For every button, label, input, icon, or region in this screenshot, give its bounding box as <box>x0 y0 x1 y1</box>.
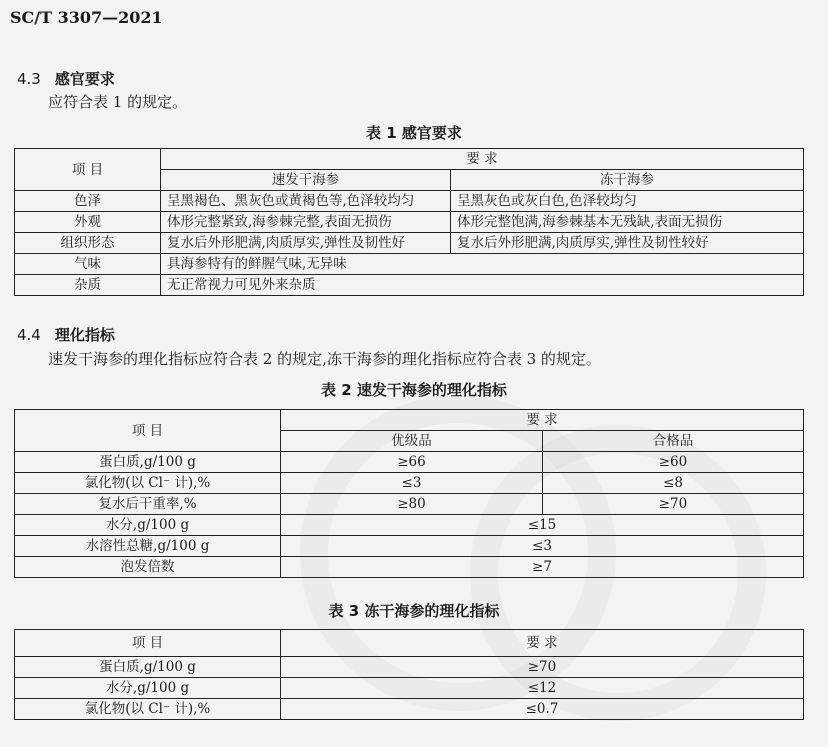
table-row <box>15 557 804 578</box>
table-row <box>15 233 804 254</box>
table-2-caption: 表 2 速发干海参的理化指标 <box>321 381 507 399</box>
cell-value: 体形完整紧致,海参棘完整,表面无损伤 <box>161 212 451 233</box>
row-item: 组织形态 <box>15 233 161 254</box>
cell-value: 体形完整饱满,海参棘基本无残缺,表面无损伤 <box>451 212 804 233</box>
cell-value: 复水后外形肥满,肉质厚实,弹性及韧性好 <box>161 233 451 254</box>
section-title: 感官要求 <box>54 70 115 88</box>
sub-header-qualified: 合格品 <box>543 431 804 452</box>
col-header-requirement: 要 求 <box>281 630 804 657</box>
col-header-requirement: 要 求 <box>281 410 804 431</box>
table-row <box>15 452 804 473</box>
cell-value: ≤8 <box>543 473 804 494</box>
sub-header-premium: 优级品 <box>281 431 543 452</box>
row-item: 复水后干重率,% <box>15 494 281 515</box>
row-item: 泡发倍数 <box>15 557 281 578</box>
cell-value: ≥80 <box>281 494 543 515</box>
cell-value: 无正常视力可见外来杂质 <box>161 275 804 296</box>
cell-value: ≤12 <box>281 678 804 699</box>
cell-value: 复水后外形肥满,肉质厚实,弹性及韧性较好 <box>451 233 804 254</box>
cell-value: ≥7 <box>281 557 804 578</box>
table-row <box>15 212 804 233</box>
section-4-4-text: 速发干海参的理化指标应符合表 2 的规定,冻干海参的理化指标应符合表 3 的规定。 <box>48 350 601 368</box>
cell-value: ≥70 <box>281 657 804 678</box>
table-row <box>15 275 804 296</box>
table-quick-dried-physicochemical <box>14 409 804 578</box>
cell-value: ≥70 <box>543 494 804 515</box>
table-row <box>15 515 804 536</box>
cell-value: ≥66 <box>281 452 543 473</box>
section-4-3-text: 应符合表 1 的规定。 <box>48 93 188 111</box>
section-4-4-heading <box>17 324 115 345</box>
section-4-3-heading <box>17 68 115 89</box>
row-item: 氯化物(以 Cl⁻ 计),% <box>15 699 281 720</box>
col-header-requirement: 要 求 <box>161 149 804 170</box>
row-item: 蛋白质,g/100 g <box>15 657 281 678</box>
row-item: 气味 <box>15 254 161 275</box>
cell-value: 呈黑灰色或灰白色,色泽较均匀 <box>451 191 804 212</box>
row-item: 外观 <box>15 212 161 233</box>
cell-value: 呈黑褐色、黑灰色或黄褐色等,色泽较均匀 <box>161 191 451 212</box>
row-item: 杂质 <box>15 275 161 296</box>
table-1-caption: 表 1 感官要求 <box>366 124 462 142</box>
row-item: 水溶性总糖,g/100 g <box>15 536 281 557</box>
col-header-item: 项 目 <box>15 149 161 191</box>
table-3-caption: 表 3 冻干海参的理化指标 <box>328 602 500 620</box>
row-item: 氯化物(以 Cl⁻ 计),% <box>15 473 281 494</box>
section-title: 理化指标 <box>54 326 115 344</box>
cell-value: ≤15 <box>281 515 804 536</box>
section-number: 4.3 <box>17 70 41 88</box>
table-row <box>15 191 804 212</box>
table-row <box>15 657 804 678</box>
table-freeze-dried-physicochemical <box>14 629 804 720</box>
section-number: 4.4 <box>17 326 41 344</box>
cell-value: ≤3 <box>281 536 804 557</box>
table-row <box>15 678 804 699</box>
table-row <box>15 254 804 275</box>
table-row <box>15 536 804 557</box>
cell-value: ≤3 <box>281 473 543 494</box>
row-item: 水分,g/100 g <box>15 678 281 699</box>
row-item: 水分,g/100 g <box>15 515 281 536</box>
table-row <box>15 473 804 494</box>
standard-code: SC/T 3307—2021 <box>10 8 163 27</box>
sub-header-freeze-dried: 冻干海参 <box>451 170 804 191</box>
col-header-item: 项 目 <box>15 410 281 452</box>
cell-value: ≤0.7 <box>281 699 804 720</box>
cell-value: ≥60 <box>543 452 804 473</box>
col-header-item: 项 目 <box>15 630 281 657</box>
table-row <box>15 699 804 720</box>
table-row <box>15 494 804 515</box>
sub-header-quick-dried: 速发干海参 <box>161 170 451 191</box>
row-item: 蛋白质,g/100 g <box>15 452 281 473</box>
table-sensory <box>14 148 804 296</box>
cell-value: 具海参特有的鲜腥气味,无异味 <box>161 254 804 275</box>
row-item: 色泽 <box>15 191 161 212</box>
